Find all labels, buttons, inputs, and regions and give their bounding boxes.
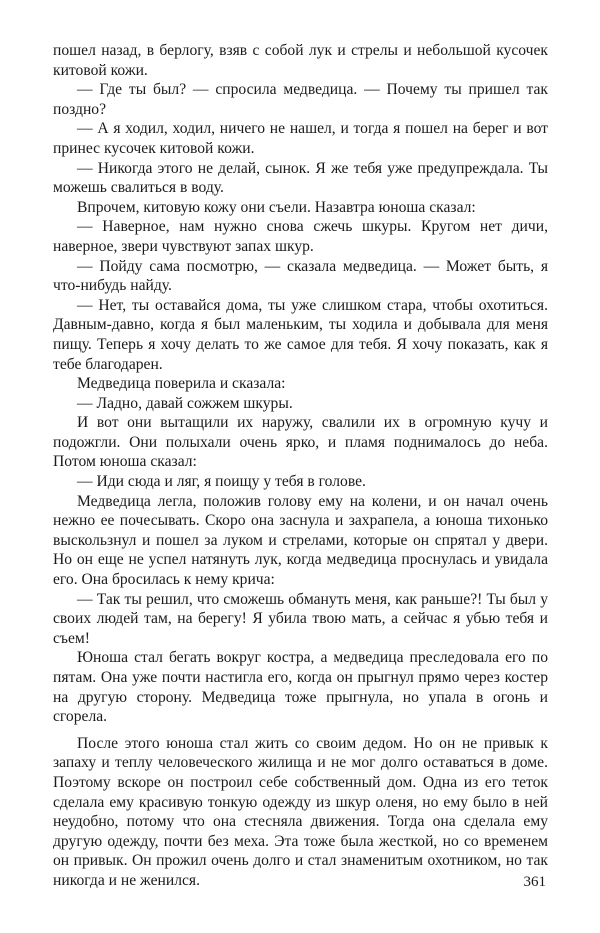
paragraph: — Наверное, нам нужно снова сжечь шкуры. Кругом нет дичи, наверное, звери чувствуют запах шкур. [53,218,548,255]
paragraph: — Ладно, давай сожжем шкуры. [77,394,293,412]
paragraph: После этого юноша стал жить со своим дедом. Но он не привык к запаху и теплу человеческого жилища и не мог долго оставаться в доме. Поэтому вскоре он построил себе собственный дом. Одна из его теток сделала ему красивую тонкую одежду из шкур оленя, но ему было в ней неудобно, потому что она стесняла движения. Тогда она сделала ему другую одежду, почти без меха. Эта тоже была жесткой, но со временем он привык. Он прожил очень долго и стал знаменитым охотником, но так никогда и не женился. [53,734,548,889]
paragraph: — Иди сюда и ляг, я поищу у тебя в голове. [77,473,366,491]
paragraph: Медведица поверила и сказала: [77,375,286,393]
paragraph: — Нет, ты оставайся дома, ты уже слишком стара, чтобы охотиться. Давным-давно, когда я был маленьким, ты ходила и добывала для меня пищу. Теперь я хочу делать то же самое для тебя. Я хочу показать, как я тебе благодарен. [53,296,548,373]
paragraph: И вот они вытащили их наружу, свалили их в огромную кучу и подожгли. Они полыхали очень ярко, и пламя поднималось до неба. Потом юноша сказал: [53,414,548,471]
paragraph: пошел назад, в берлогу, взяв с собой лук и стрелы и небольшой кусочек китовой кожи. [53,42,548,79]
paragraph: — Где ты был? — спросила медведица. — Почему ты пришел так поздно? [53,81,548,118]
body-text [53,41,548,891]
paragraph: Впрочем, китовую кожу они съели. Назавтра юноша сказал: [77,198,476,216]
paragraph: — Так ты решил, что сможешь обмануть меня, как раньше?! Ты был у своих людей там, на берегу! Я убила твою мать, а сейчас я убью тебя и съем! [53,590,548,647]
page-number: 361 [523,874,546,890]
paragraph: Юноша стал бегать вокруг костра, а медведица преследовала его по пятам. Она уже почти настигла его, когда он прыгнул прямо через костер на другую сторону. Медведица тоже прыгнула, но упала в огонь и сгорела. [53,649,548,726]
paragraph: — Пойду сама посмотрю, — сказала медведица. — Может быть, я что-нибудь найду. [53,257,548,295]
paragraph: Медведица легла, положив голову ему на колени, и он начал очень нежно ее почесывать. Скоро она заснула и захрапела, а юноша тихонько выскользнул и пошел за луком и стрелами, которые он спрятал у двери. Но он еще не успел натянуть лук, когда медведица проснулась и увидала его. Она бросилась к нему крича: [53,492,548,589]
paragraph: — А я ходил, ходил, ничего не нашел, и тогда я пошел на берег и вот принес кусочек китовой кожи. [53,120,548,157]
paragraph: — Никогда этого не делай, сынок. Я же тебя уже предупреждала. Ты можешь свалиться в воду. [53,159,548,197]
